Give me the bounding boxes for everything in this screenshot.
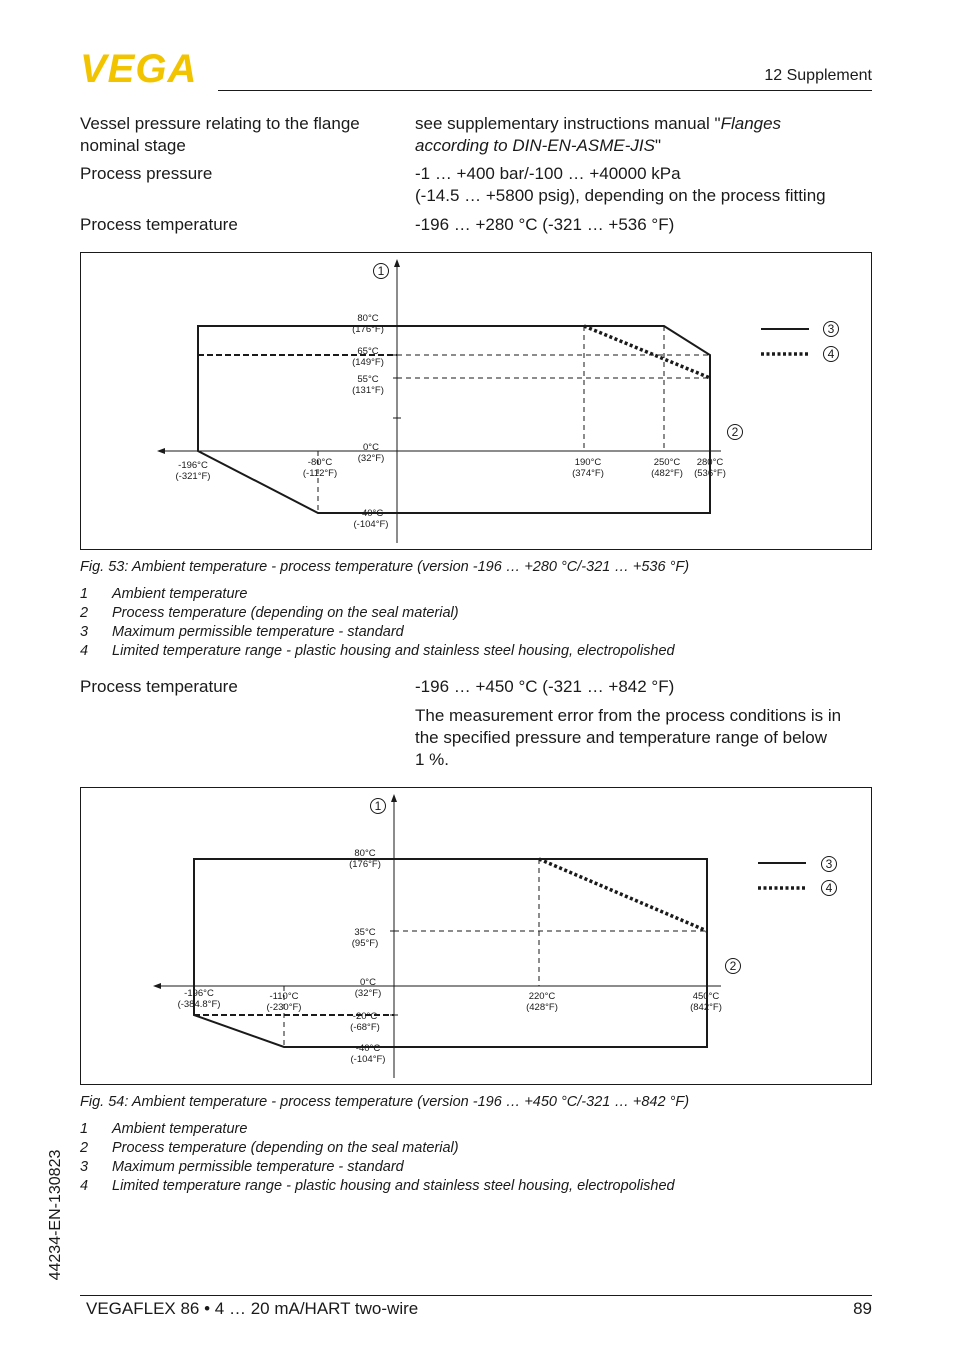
svg-text:280°C: 280°C — [696, 457, 724, 468]
marker-limited: 4 — [825, 881, 833, 895]
figure-53-legend — [80, 585, 675, 661]
marker-standard: 3 — [827, 322, 835, 336]
svg-text:0°C: 0°C — [363, 442, 379, 453]
spec-value-process-temperature-2: -196 … +450 °C (-321 … +842 °F) — [415, 677, 675, 696]
figure-54-legend — [80, 1120, 675, 1196]
limited-boundary — [584, 326, 710, 378]
svg-text:(95°F): (95°F) — [351, 938, 379, 949]
svg-text:(-384.8°F): (-384.8°F) — [177, 999, 221, 1010]
svg-text:(-104°F): (-104°F) — [353, 519, 389, 530]
svg-text:-196°C: -196°C — [184, 988, 214, 999]
svg-text:(428°F): (428°F) — [526, 1002, 558, 1013]
standard-boundary — [194, 859, 707, 1047]
svg-text:-40°C: -40°C — [355, 1043, 381, 1054]
section-label: 12 Supplement — [764, 67, 872, 84]
document-id: 44234-EN-130823 — [47, 1149, 64, 1281]
svg-text:-20°C: -20°C — [352, 1011, 378, 1022]
marker-process: 2 — [729, 959, 737, 973]
spec-value-process-pressure-2: (-14.5 … +5800 psig), depending on the process fitting — [415, 186, 826, 205]
legend-item: 2 Process temperature (depending on the seal material) — [80, 1140, 459, 1156]
measurement-error-note-1: The measurement error from the process conditions is in — [415, 706, 842, 725]
svg-text:(176°F): (176°F) — [349, 859, 381, 870]
vega-logo — [80, 50, 212, 86]
svg-text:(176°F): (176°F) — [352, 324, 384, 335]
spec-value-process-temperature: -196 … +280 °C (-321 … +536 °F) — [415, 215, 675, 234]
svg-text:-40°C: -40°C — [358, 508, 384, 519]
svg-text:(131°F): (131°F) — [352, 385, 384, 396]
legend-item: 1 Ambient temperature — [80, 586, 248, 602]
spec-label-process-temperature-2: Process temperature — [80, 677, 238, 696]
svg-text:(482°F): (482°F) — [651, 468, 683, 479]
spec-value-process-pressure-1: -1 … +400 bar/-100 … +40000 kPa — [415, 164, 681, 183]
marker-limited: 4 — [827, 347, 835, 361]
svg-text:35°C: 35°C — [354, 927, 376, 938]
svg-text:55°C: 55°C — [357, 374, 379, 385]
svg-text:80°C: 80°C — [354, 848, 376, 859]
legend-item: 4 Limited temperature range - plastic housing and stainless steel housing, electropolished — [80, 643, 675, 659]
legend-item: 3 Maximum permissible temperature - standard — [80, 624, 404, 640]
header-rule — [218, 90, 872, 91]
logo-text: VEGA — [80, 50, 198, 86]
legend-item: 3 Maximum permissible temperature - standard — [80, 1159, 404, 1175]
figure-54-diagram — [81, 788, 871, 1084]
marker-ambient: 1 — [374, 799, 382, 813]
spec-value-vessel-pressure: see supplementary instructions manual "Flanges according to DIN-EN-ASME-JIS" — [415, 114, 782, 155]
svg-text:80°C: 80°C — [357, 313, 379, 324]
spec-label-process-pressure: Process pressure — [80, 164, 213, 183]
svg-text:-80°C: -80°C — [307, 457, 333, 468]
legend-item: 4 Limited temperature range - plastic housing and stainless steel housing, electropolished — [80, 1178, 675, 1194]
spec-label-vessel-pressure: Vessel pressure relating to the flange nominal stage — [80, 114, 360, 155]
legend-item: 2 Process temperature (depending on the seal material) — [80, 605, 459, 621]
figure-53 — [80, 252, 872, 550]
figure-53-caption: Fig. 53: Ambient temperature - process temperature (version -196 … +280 °C/-321 … +536 °F) — [80, 559, 690, 575]
footer-rule — [80, 1295, 872, 1296]
svg-text:(-68°F): (-68°F) — [350, 1022, 380, 1033]
svg-text:450°C: 450°C — [692, 991, 720, 1002]
svg-text:(-104°F): (-104°F) — [350, 1054, 386, 1065]
svg-text:(-112°F): (-112°F) — [302, 468, 338, 479]
svg-text:(842°F): (842°F) — [690, 1002, 722, 1013]
svg-text:(149°F): (149°F) — [352, 357, 384, 368]
svg-text:(-321°F): (-321°F) — [175, 471, 211, 482]
footer-product: VEGAFLEX 86 • 4 … 20 mA/HART two-wire — [86, 1299, 419, 1318]
page-number: 89 — [853, 1299, 872, 1318]
svg-text:190°C: 190°C — [574, 457, 602, 468]
svg-text:(374°F): (374°F) — [572, 468, 604, 479]
svg-text:(32°F): (32°F) — [357, 453, 385, 464]
svg-text:(536°F): (536°F) — [694, 468, 726, 479]
svg-text:-110°C: -110°C — [269, 991, 299, 1002]
limited-boundary — [539, 859, 707, 931]
svg-text:0°C: 0°C — [360, 977, 376, 988]
figure-54 — [80, 787, 872, 1085]
svg-text:220°C: 220°C — [528, 991, 556, 1002]
svg-text:-196°C: -196°C — [178, 460, 208, 471]
svg-text:(-230°F): (-230°F) — [266, 1002, 302, 1013]
figure-54-caption: Fig. 54: Ambient temperature - process temperature (version -196 … +450 °C/-321 … +842 °F) — [80, 1094, 690, 1110]
figure-53-diagram — [81, 253, 871, 549]
spec-label-process-temperature: Process temperature — [80, 215, 238, 234]
marker-standard: 3 — [825, 857, 833, 871]
legend-item: 1 Ambient temperature — [80, 1121, 248, 1137]
measurement-error-note-3: 1 %. — [415, 750, 450, 769]
svg-text:(32°F): (32°F) — [354, 988, 382, 999]
svg-text:65°C: 65°C — [357, 346, 379, 357]
measurement-error-note-2: the specified pressure and temperature range of below — [415, 728, 828, 747]
svg-text:250°C: 250°C — [653, 457, 681, 468]
marker-process: 2 — [731, 425, 739, 439]
marker-ambient: 1 — [377, 264, 385, 278]
